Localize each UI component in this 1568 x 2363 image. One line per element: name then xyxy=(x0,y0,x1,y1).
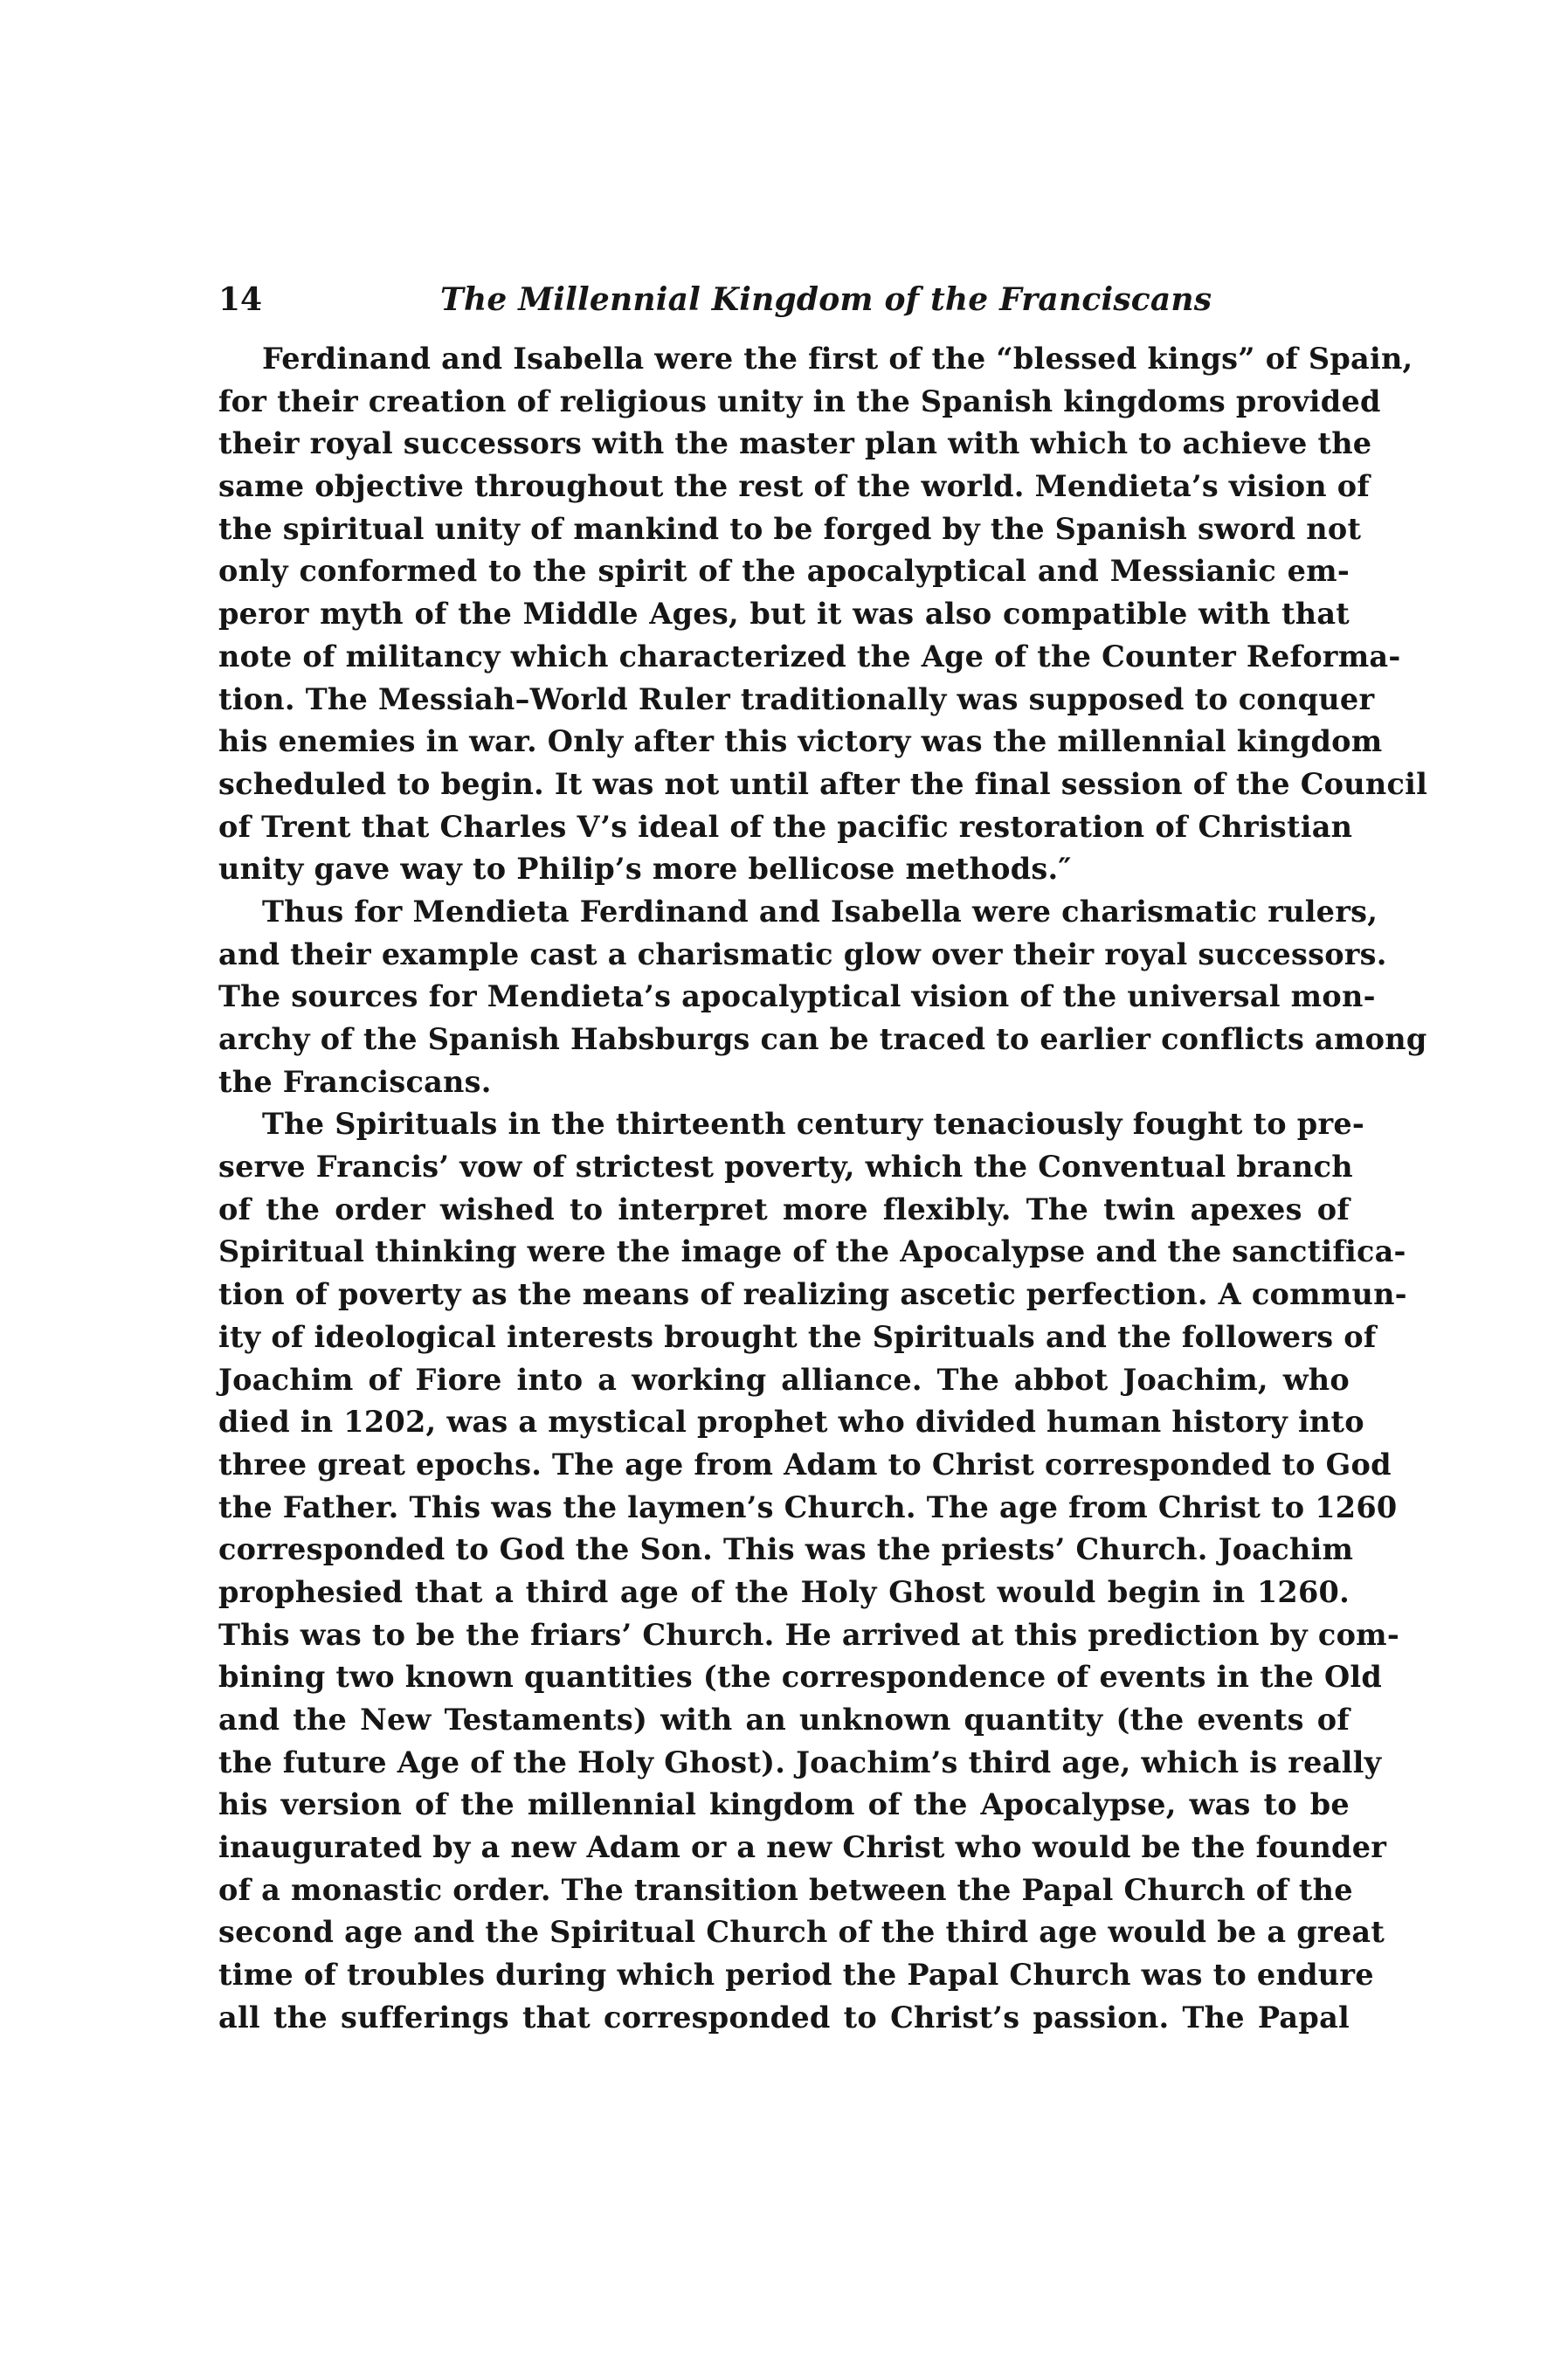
text-line: The sources for Mendieta’s apocalyptical vision of the universal mon- xyxy=(218,979,1376,1014)
text-line: archy of the Spanish Habsburgs can be traced to earlier conflicts among xyxy=(218,1022,1427,1056)
text-line: his enemies in war. Only after this victory was the millennial kingdom xyxy=(218,724,1383,759)
text-line: tion of poverty as the means of realizing ascetic perfection. A commun- xyxy=(218,1277,1407,1312)
text-line: for their creation of religious unity in the Spanish kingdoms provided xyxy=(218,383,1381,418)
running-title: The Millennial Kingdom of the Franciscans xyxy=(440,281,1212,318)
text-line: Joachim of Fiore into a working alliance. The abbot Joachim, who xyxy=(218,1362,1350,1397)
text-line: unity gave way to Philip’s more bellicose methods.″ xyxy=(218,852,1072,887)
paragraph-1 xyxy=(218,338,1428,891)
text-line: and their example cast a charismatic glow over their royal successors. xyxy=(218,936,1387,971)
paragraph-2 xyxy=(218,891,1427,1103)
text-line: the Father. This was the laymen’s Church. The age from Christ to 1260 xyxy=(218,1489,1398,1524)
text-line: the spiritual unity of mankind to be forged by the Spanish sword not xyxy=(218,511,1362,546)
text-line: corresponded to God the Son. This was the priests’ Church. Joachim xyxy=(218,1532,1354,1567)
text-line: time of troubles during which period the Papal Church was to endure xyxy=(218,1958,1374,1993)
text-line: second age and the Spiritual Church of the third age would be a great xyxy=(218,1915,1385,1950)
text-line: their royal successors with the master plan with which to achieve the xyxy=(218,426,1372,461)
text-line: peror myth of the Middle Ages, but it was also compatible with that xyxy=(218,597,1350,632)
paragraph-3 xyxy=(218,1103,1407,2039)
text-line: of a monastic order. The transition between the Papal Church of the xyxy=(218,1872,1353,1907)
text-line: and the New Testaments) with an unknown quantity (the events of xyxy=(218,1703,1350,1737)
text-line: The Spirituals in the thirteenth century tenaciously fought to pre- xyxy=(262,1107,1365,1142)
text-line: his version of the millennial kingdom of the Apocalypse, was to be xyxy=(218,1787,1350,1822)
text-line: prophesied that a third age of the Holy Ghost would begin in 1260. xyxy=(218,1574,1350,1609)
text-line: the Franciscans. xyxy=(218,1064,492,1099)
text-line: same objective throughout the rest of the world. Mendieta’s vision of xyxy=(218,469,1371,504)
text-line: Ferdinand and Isabella were the first of the “blessed kings” of Spain, xyxy=(262,342,1413,376)
text-line: the future Age of the Holy Ghost). Joachim’s third age, which is really xyxy=(218,1745,1382,1779)
text-line: Spiritual thinking were the image of the Apocalypse and the sanctifica- xyxy=(218,1234,1406,1269)
text-line: all the sufferings that corresponded to Christ’s passion. The Papal xyxy=(218,2000,1350,2035)
text-line: bining two known quantities (the correspondence of events in the Old xyxy=(218,1660,1383,1695)
text-line: note of militancy which characterized the Age of the Counter Reforma- xyxy=(218,639,1401,674)
text-line: tion. The Messiah–World Ruler traditionally was supposed to conquer xyxy=(218,681,1375,716)
text-line: three great epochs. The age from Adam to Christ corresponded to God xyxy=(218,1447,1392,1482)
text-line: only conformed to the spirit of the apocalyptical and Messianic em- xyxy=(218,554,1350,589)
text-line: scheduled to begin. It was not until after the final session of the Council xyxy=(218,766,1428,801)
text-line: ity of ideological interests brought the Spirituals and the followers of xyxy=(218,1319,1377,1354)
text-line: of Trent that Charles V’s ideal of the pacific restoration of Christian xyxy=(218,809,1353,844)
page-number: 14 xyxy=(218,281,263,318)
text-line: serve Francis’ vow of strictest poverty, which the Conventual branch xyxy=(218,1150,1353,1185)
text-line: died in 1202, was a mystical prophet who divided human history into xyxy=(218,1405,1364,1440)
text-line: of the order wished to interpret more flexibly. The twin apexes of xyxy=(218,1192,1350,1226)
text-line: Thus for Mendieta Ferdinand and Isabella were charismatic rulers, xyxy=(262,894,1378,929)
text-line: inaugurated by a new Adam or a new Christ who would be the founder xyxy=(218,1830,1387,1865)
running-head xyxy=(218,278,1350,321)
text-line: This was to be the friars’ Church. He arrived at this prediction by com- xyxy=(218,1617,1400,1652)
body-text xyxy=(218,338,1428,2040)
